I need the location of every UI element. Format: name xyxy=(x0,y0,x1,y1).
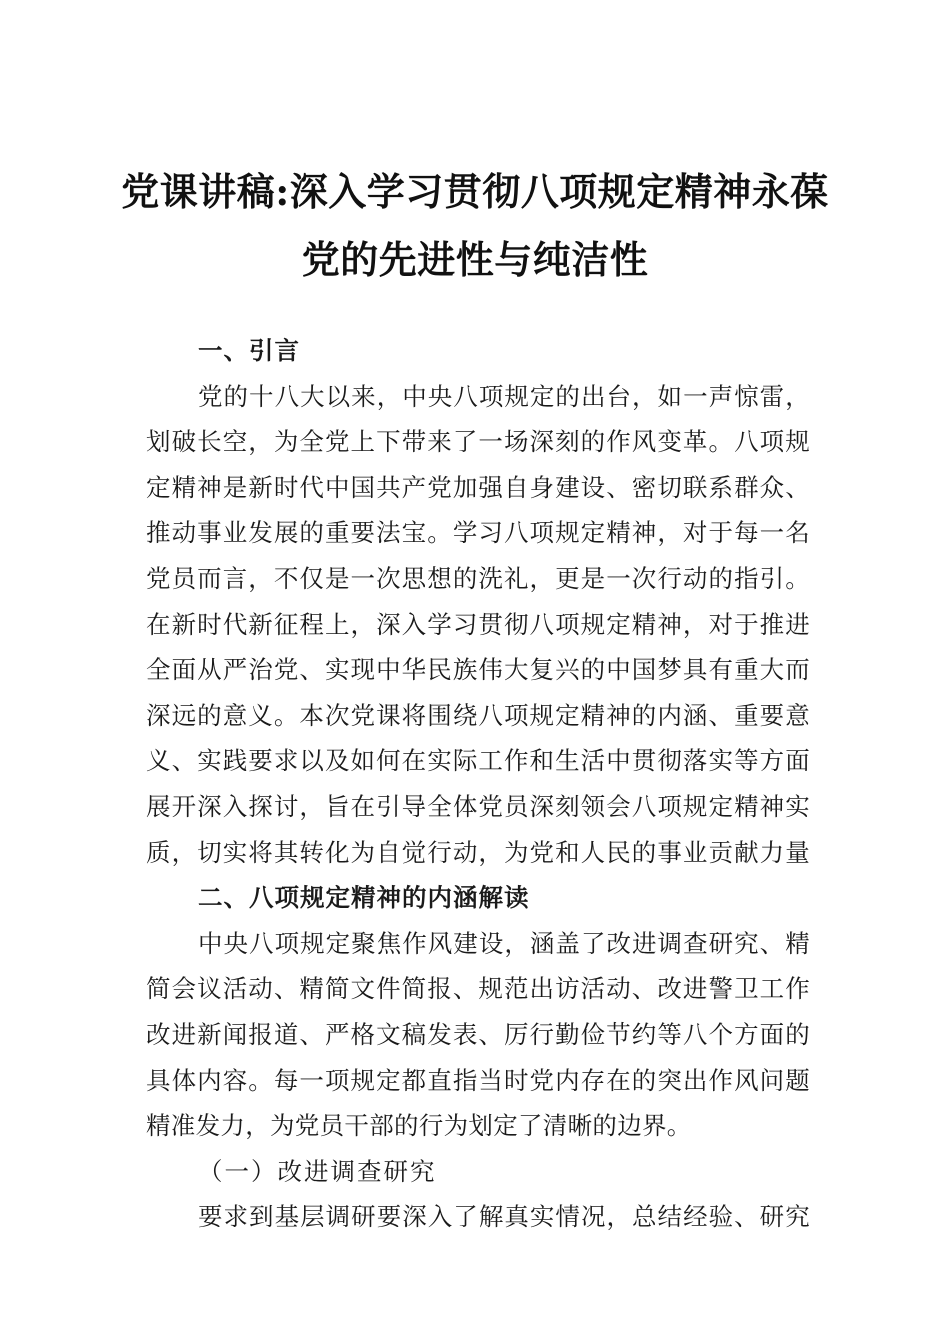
document-title xyxy=(120,158,830,294)
paragraph-line: 具体内容。每一项规定都直指当时党内存在的突出作风问题 xyxy=(146,1065,810,1095)
paragraph-line: 精准发力，为党员干部的行为划定了清晰的边界。 xyxy=(146,1111,692,1141)
paragraph-line: 深远的意义。本次党课将围绕八项规定精神的内涵、重要意 xyxy=(146,700,810,730)
paragraph-line: 全面从严治党、实现中华民族伟大复兴的中国梦具有重大而 xyxy=(146,655,810,685)
title-line: 党课讲稿:深入学习贯彻八项规定精神永葆 xyxy=(121,169,829,214)
paragraph-research xyxy=(146,1194,810,1240)
paragraph-connotation xyxy=(146,921,810,1149)
paragraph-line: 在新时代新征程上，深入学习贯彻八项规定精神，对于推进 xyxy=(146,609,810,639)
paragraph-line: 简会议活动、精简文件简报、规范出访活动、改进警卫工作 xyxy=(146,974,810,1004)
paragraph-line: 推动事业发展的重要法宝。学习八项规定精神，对于每一名 xyxy=(146,518,810,548)
paragraph-line: 质，切实将其转化为自觉行动，为党和人民的事业贡献力量 xyxy=(146,837,810,867)
paragraph-line: 义、实践要求以及如何在实际工作和生活中贯彻落实等方面 xyxy=(146,746,810,776)
paragraph-line: 要求到基层调研要深入了解真实情况，总结经验、研究 xyxy=(198,1202,810,1232)
title-line: 党的先进性与纯洁性 xyxy=(301,237,649,282)
paragraph-line: 党员而言，不仅是一次思想的洗礼，更是一次行动的指引。 xyxy=(146,563,810,593)
paragraph-line: 党的十八大以来，中央八项规定的出台，如一声惊雷， xyxy=(198,381,810,411)
paragraph-line: 定精神是新时代中国共产党加强自身建设、密切联系群众、 xyxy=(146,472,810,502)
document-body xyxy=(146,328,810,1240)
paragraph-line: 划破长空，为全党上下带来了一场深刻的作风变革。八项规 xyxy=(146,427,810,457)
section-heading-introduction: 一、引言 xyxy=(198,336,300,365)
paragraph-introduction xyxy=(146,374,810,876)
paragraph-line: 改进新闻报道、严格文稿发表、厉行勤俭节约等八个方面的 xyxy=(146,1019,810,1049)
subsection-heading-research: （一）改进调查研究 xyxy=(198,1156,437,1186)
paragraph-line: 展开深入探讨，旨在引导全体党员深刻领会八项规定精神实 xyxy=(146,791,810,821)
section-heading-connotation: 二、八项规定精神的内涵解读 xyxy=(198,883,530,913)
paragraph-line: 中央八项规定聚焦作风建设，涵盖了改进调查研究、精 xyxy=(198,928,810,958)
